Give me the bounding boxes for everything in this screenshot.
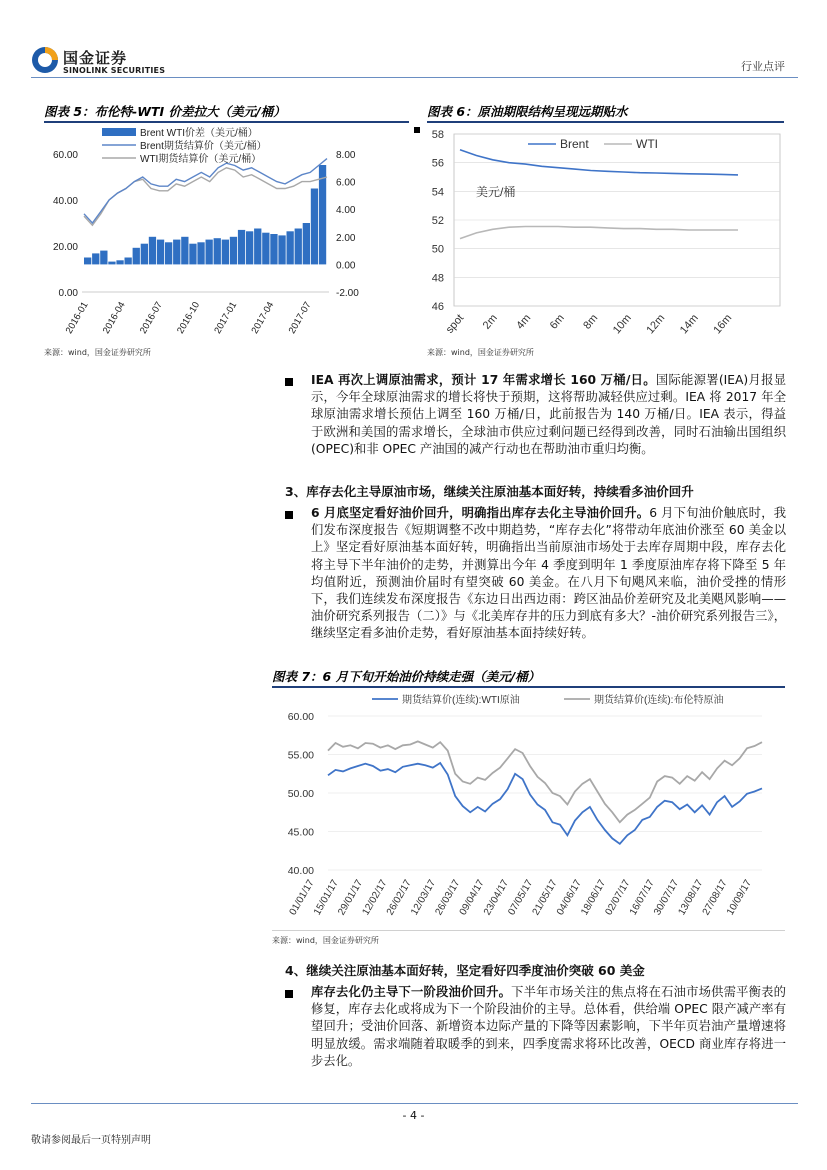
fig7-x-tick-label: 26/03/17 [433,878,463,918]
fig5-x-tick-label: 2016-07 [137,300,165,336]
fig6-y-tick-label: 46 [431,301,444,313]
fig7-y-tick-label: 55.00 [287,749,314,762]
fig6-y-tick-label: 48 [431,272,444,285]
paragraph-outlook-text: 下半年市场关注的焦点将在石油市场供需平衡表的修复，库存去化或将成为下一个阶段油价的主导。总体看，供给端 OPEC 限产减产率有望回升；受油价回落、新增资本边际产量的下降等因素影响，下半年页岩油产量增速将明显放缓。需求端随着取暖季的到来，四季度需求将环比改善，OECD 商业库存将进一步去化。 [311,985,786,1068]
fig5-spread-bar [108,262,115,265]
paragraph-iea-text: 国际能源署(IEA)月报显示，今年全球原油需求的增长将快于预期，这将帮助减轻供应过剩。IEA 将 2017 年全球原油需求增长预估上调至 160 万桶/日，此前报告为 140 万桶/日。IEA 表示，得益于欧洲和美国的需求增长，全球油市供应过剩问题已经得到改善，同时石油输出国组织(OPEC)和非 OPEC 产油国的减产行动也在帮助油市重归均衡。 [311,373,787,456]
fig6-legend-wti: WTI [636,137,658,151]
fig5-chart [44,124,414,342]
fig6-x-tick-label: 16m [711,312,735,337]
fig6-title-rule [427,121,784,123]
fig5-legend-swatch-spread [102,128,136,136]
fig7-y-tick-label: 60.00 [287,711,314,723]
fig5-spread-bar [181,237,188,265]
fig7-x-tick-label: 01/01/17 [287,878,317,918]
sinolink-logo-icon [31,46,59,74]
fig5-spread-bar [116,260,123,264]
fig7-x-tick-label: 04/06/17 [554,878,584,918]
fig5-spread-bar [295,229,302,265]
fig5-spread-bar [287,231,294,264]
fig7-x-tick-label: 23/04/17 [482,878,511,918]
fig7-x-tick-label: 12/02/17 [360,878,390,918]
fig5-spread-bar [214,238,221,264]
fig5-spread-bar [157,240,164,265]
fig7-x-tick-label: 27/08/17 [700,878,730,918]
fig5-left-tick-label: 60.00 [52,150,78,161]
fig5-spread-bar [165,242,172,264]
fig6-y-tick-label: 58 [431,129,444,141]
section-4-heading: 4、继续关注原油基本面好转，坚定看好四季度油价突破 60 美金 [285,963,645,978]
page-number: - 4 - [402,1109,425,1122]
fig6-legend-brent: Brent [560,137,589,151]
fig5-legend-wti: WTI期货结算价（美元/桶） [140,154,262,165]
fig5-x-tick-label: 2016-04 [100,300,128,336]
fig6-wti-line [460,227,738,239]
fig5-spread-bar [173,240,180,265]
fig5-right-tick-label: 8.00 [336,150,356,161]
fig6-x-tick-label: 12m [644,312,668,337]
fig6-brent-line [460,150,738,175]
fig7-x-tick-label: 26/02/17 [384,878,414,918]
fig6-x-tick-label: 14m [677,312,701,337]
company-name-en: SINOLINK SECURITIES [63,66,166,75]
fig5-source: 来源：wind，国金证券研究所 [44,348,151,357]
fig6-x-tick-label: 10m [610,312,634,337]
fig6-x-tick-label: 6m [547,312,567,332]
fig7-x-tick-label: 18/06/17 [579,878,609,918]
fig7-x-tick-label: 15/01/17 [311,878,341,918]
fig7-y-tick-label: 50.00 [287,788,314,800]
fig5-spread-bar [319,165,326,264]
fig6-x-tick-label: 8m [581,312,601,332]
document-type-label: 行业点评 [741,60,785,73]
fig5-left-tick-label: 40.00 [52,196,78,207]
fig5-spread-bar [254,229,261,265]
footer-disclaimer: 敬请参阅最后一页特别声明 [31,1135,151,1146]
fig5-spread-bar [92,253,99,264]
fig7-chart [272,688,787,928]
paragraph-inventory-lead: 6 月底坚定看好油价回升，明确指出库存去化主导油价回升。 [311,506,650,520]
fig6-y-tick-label: 50 [431,243,444,256]
fig6-y-tick-label: 52 [431,215,444,227]
paragraph-outlook [311,984,786,1070]
fig5-spread-bar [189,244,196,265]
fig5-wti-line [84,168,327,226]
paragraph-inventory [311,505,786,643]
fig5-spread-bar [238,230,245,265]
fig5-x-tick-label: 2016-10 [175,300,203,336]
fig5-brent-line [84,159,327,223]
fig5-spread-bar [100,251,107,265]
fig6-source: 来源：wind，国金证券研究所 [427,348,534,357]
paragraph-iea [311,372,786,458]
fig5-spread-bar [270,234,277,264]
fig5-spread-bar [303,223,310,264]
fig5-spread-bar [84,258,91,265]
fig6-x-tick-label: 4m [514,312,534,332]
paragraph-outlook-lead: 库存去化仍主导下一阶段油价回升。 [311,985,512,999]
fig7-legend-wti: 期货结算价(连续):WTI原油 [402,695,520,706]
fig5-x-tick-label: 2016-01 [63,300,91,336]
paragraph-iea-lead: IEA 再次上调原油需求，预计 17 年需求增长 160 万桶/日。 [311,373,656,387]
fig7-legend-brent: 期货结算价(连续):布伦特原油 [594,695,724,706]
fig7-x-tick-label: 21/05/17 [530,878,560,918]
fig5-x-tick-label: 2017-07 [286,300,314,336]
fig6-x-tick-label: 2m [480,312,500,332]
company-name-cn: 国金证券 [63,49,128,67]
bullet-marker [285,990,293,998]
fig6-y-tick-label: 54 [431,186,444,199]
fig7-x-tick-label: 12/03/17 [409,878,439,918]
fig5-right-tick-label: 6.00 [336,177,356,189]
fig5-legend-brent: Brent期货结算价（美元/桶） [140,141,267,152]
fig5-spread-bar [133,248,140,265]
fig5-left-tick-label: 20.00 [52,242,78,253]
fig5-spread-bar [141,244,148,265]
bullet-marker [285,511,293,519]
fig7-source: 来源：wind，国金证券研究所 [272,936,379,945]
fig6-y-tick-label: 56 [431,157,444,170]
fig7-bottom-rule [272,930,785,931]
fig7-x-tick-label: 13/08/17 [676,878,706,918]
fig6-unit-annotation: 美元/桶 [476,185,516,199]
footer-divider [31,1103,798,1104]
fig7-x-tick-label: 30/07/17 [652,878,682,918]
fig5-right-tick-label: -2.00 [336,288,359,299]
fig5-spread-bar [230,237,237,265]
fig5-title: 图表 5：布伦特-WTI 价差拉大（美元/桶） [44,104,286,119]
fig5-right-tick-label: 0.00 [336,260,356,272]
fig7-y-tick-label: 45.00 [287,826,314,839]
header-divider [31,77,798,78]
paragraph-inventory-text: 6 月下旬油价触底时，我们发布深度报告《短期调整不改中期趋势，“库存去化”将带动年底油价涨至 60 美金以上》坚定看好原油基本面好转，明确指出当前原油市场处于去库存周期中段，库存去化将主导下半年油价的走势，并测算出今年 4 季度到明年 1 季度原油库存将下降至 5 年均值附近，预测油价届时有望突破 60 美金。在八月下旬飓风来临，油价受挫的情形下，我们连续发布深度报告《东边日出西边雨：跨区油品价差研究及北美飓风影响——油价研究系列报告（二）》与《北美库存井的压力到底有多大？-油价研究系列报告三》，继续坚定看多油价走势，看好原油基本面持续好转。 [311,506,786,641]
fig7-y-tick-label: 40.00 [287,865,314,877]
fig7-x-tick-label: 29/01/17 [336,878,366,918]
fig7-x-tick-label: 02/07/17 [603,878,633,918]
fig6-x-tick-label: spot [443,312,467,336]
section-3-heading: 3、库存去化主导原油市场，继续关注原油基本面好转，持续看多油价回升 [285,484,694,499]
fig5-title-rule [44,121,409,123]
fig5-spread-bar [197,242,204,264]
fig6-title: 图表 6：原油期限结构呈现远期贴水 [427,104,628,119]
fig5-spread-bar [262,233,269,265]
fig5-legend-spread: Brent WTI价差（美元/桶） [140,128,258,139]
fig5-spread-bar [278,235,285,264]
bullet-marker [285,378,293,386]
fig5-left-tick-label: 0.00 [58,288,78,299]
fig7-x-tick-label: 16/07/17 [627,878,657,918]
fig5-spread-bar [149,237,156,265]
fig5-right-tick-label: 2.00 [336,232,356,244]
fig5-spread-bar [246,231,253,264]
fig7-x-tick-label: 09/04/17 [457,878,487,918]
fig5-x-tick-label: 2017-04 [249,300,277,336]
fig5-x-tick-label: 2017-01 [212,300,240,336]
fig5-spread-bar [222,240,229,265]
fig5-spread-bar [125,258,132,265]
fig5-spread-bar [206,240,213,265]
fig7-x-tick-label: 10/09/17 [725,878,754,918]
fig7-x-tick-label: 07/05/17 [506,878,536,918]
fig5-spread-bar [311,189,318,265]
fig6-chart [420,124,788,346]
fig7-title: 图表 7：6 月下旬开始油价持续走强（美元/桶） [272,669,541,684]
fig5-right-tick-label: 4.00 [336,205,356,217]
